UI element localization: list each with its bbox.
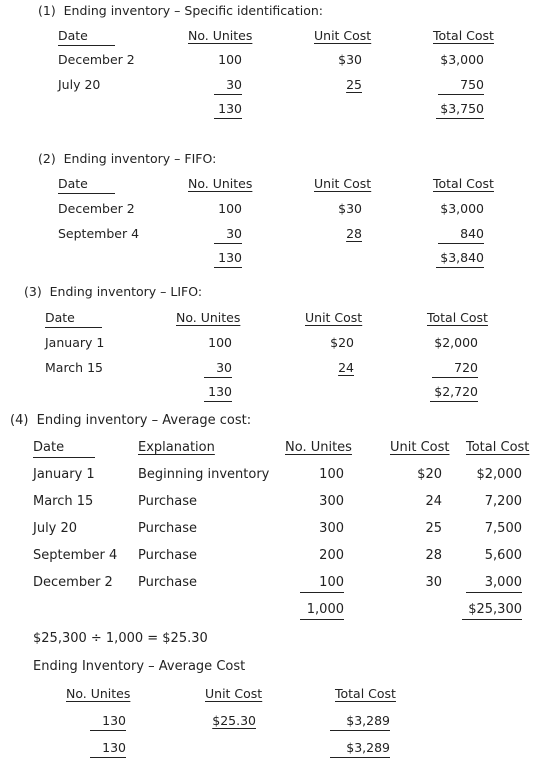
s1-row2-unit-cost: 25 [346, 77, 362, 92]
s4-row4-units: 200 [319, 548, 344, 563]
section-1-heading: (1) Ending inventory – Specific identification: [38, 3, 323, 18]
s4-row4-explanation: Purchase [138, 548, 198, 563]
s1-header-total: Total Cost [433, 28, 494, 43]
s4-row1-explanation: Beginning inventory [138, 467, 270, 482]
s4-row3-date: July 20 [33, 521, 78, 536]
s4-row2-explanation: Purchase [138, 494, 198, 509]
s1-row2-total: 750 [438, 77, 484, 95]
s4-row4-total: 5,600 [484, 548, 522, 563]
s3-header-units: No. Unites [176, 310, 241, 325]
s3-row2-total: 720 [432, 360, 478, 378]
s4-row3-unit-cost: 25 [425, 521, 442, 536]
s2-row2-units: 30 [214, 226, 242, 244]
s3-row1-date: January 1 [45, 335, 105, 350]
summary-header-unit-cost: Unit Cost [205, 686, 263, 701]
summary-header-total: Total Cost [335, 686, 396, 701]
s2-row1-date: December 2 [58, 201, 135, 216]
s4-header-total: Total Cost [466, 440, 530, 455]
s2-header-date: Date [58, 176, 115, 194]
s4-header-date: Date [33, 440, 95, 458]
s4-row1-units: 100 [319, 467, 344, 482]
s4-row5-unit-cost: 30 [425, 575, 442, 590]
s4-row4-date: September 4 [33, 548, 118, 563]
s3-row1-unit-cost: $20 [330, 335, 354, 350]
s4-row2-total: 7,200 [484, 494, 522, 509]
s4-row3-total: 7,500 [484, 521, 522, 536]
s4-row5-explanation: Purchase [138, 575, 198, 590]
summary-heading: Ending Inventory – Average Cost [33, 659, 246, 674]
average-cost-calculation: $25,300 ÷ 1,000 = $25.30 [33, 631, 208, 646]
s3-header-unit-cost: Unit Cost [305, 310, 363, 325]
s3-row1-units: 100 [208, 335, 232, 350]
s2-row1-unit-cost: $30 [338, 201, 362, 216]
s3-total-cost: $2,720 [430, 384, 478, 402]
s1-row1-date: December 2 [58, 52, 135, 67]
s2-header-units: No. Unites [188, 176, 253, 191]
s1-header-units: No. Unites [188, 28, 253, 43]
section-2-heading: (2) Ending inventory – FIFO: [38, 151, 217, 166]
s4-total-cost: $25,300 [462, 602, 522, 620]
s4-row2-units: 300 [319, 494, 344, 509]
s4-row5-total: 3,000 [466, 575, 522, 593]
s1-row1-unit-cost: $30 [338, 52, 362, 67]
summary-row-units: 130 [90, 713, 126, 731]
s3-row1-total: $2,000 [434, 335, 478, 350]
summary-total-units: 130 [90, 740, 126, 758]
s1-row1-total: $3,000 [440, 52, 484, 67]
s3-header-date: Date [45, 310, 102, 328]
s3-row2-date: March 15 [45, 360, 103, 375]
s4-row1-date: January 1 [33, 467, 95, 482]
s4-row1-unit-cost: $20 [417, 467, 442, 482]
s3-row2-units: 30 [204, 360, 232, 378]
s1-total-cost: $3,750 [436, 101, 484, 119]
s2-row2-unit-cost: 28 [346, 226, 362, 241]
s4-row3-units: 300 [319, 521, 344, 536]
s1-header-date: Date [58, 28, 115, 46]
s2-row1-total: $3,000 [440, 201, 484, 216]
s4-row3-explanation: Purchase [138, 521, 198, 536]
s2-total-units: 130 [214, 250, 242, 268]
s3-header-total: Total Cost [427, 310, 488, 325]
s4-total-units: 1,000 [300, 602, 344, 620]
s2-total-cost: $3,840 [436, 250, 484, 268]
s4-row5-date: December 2 [33, 575, 113, 590]
summary-row-total: $3,289 [330, 713, 390, 731]
s1-total-units: 130 [214, 101, 242, 119]
s2-header-total: Total Cost [433, 176, 494, 191]
section-3-heading: (3) Ending inventory – LIFO: [24, 284, 203, 299]
s4-row2-unit-cost: 24 [425, 494, 442, 509]
s2-header-unit-cost: Unit Cost [314, 176, 372, 191]
s1-row2-units: 30 [214, 77, 242, 95]
s4-header-explanation: Explanation [138, 440, 215, 455]
s3-total-units: 130 [204, 384, 232, 402]
s1-row1-units: 100 [218, 52, 242, 67]
s2-row2-total: 840 [438, 226, 484, 244]
summary-header-units: No. Unites [66, 686, 131, 701]
s4-header-units: No. Unites [285, 440, 352, 455]
s1-row2-date: July 20 [58, 77, 101, 92]
s4-row5-units: 100 [300, 575, 344, 593]
section-4-heading: (4) Ending inventory – Average cost: [10, 413, 252, 428]
s4-row2-date: March 15 [33, 494, 94, 509]
s2-row2-date: September 4 [58, 226, 140, 241]
s1-header-unit-cost: Unit Cost [314, 28, 372, 43]
summary-total-cost: $3,289 [330, 740, 390, 758]
s4-header-unit-cost: Unit Cost [390, 440, 450, 455]
s4-row4-unit-cost: 28 [425, 548, 442, 563]
s4-row1-total: $2,000 [476, 467, 522, 482]
summary-row-unit-cost: $25.30 [212, 713, 256, 728]
s3-row2-unit-cost: 24 [338, 360, 354, 375]
s2-row1-units: 100 [218, 201, 242, 216]
